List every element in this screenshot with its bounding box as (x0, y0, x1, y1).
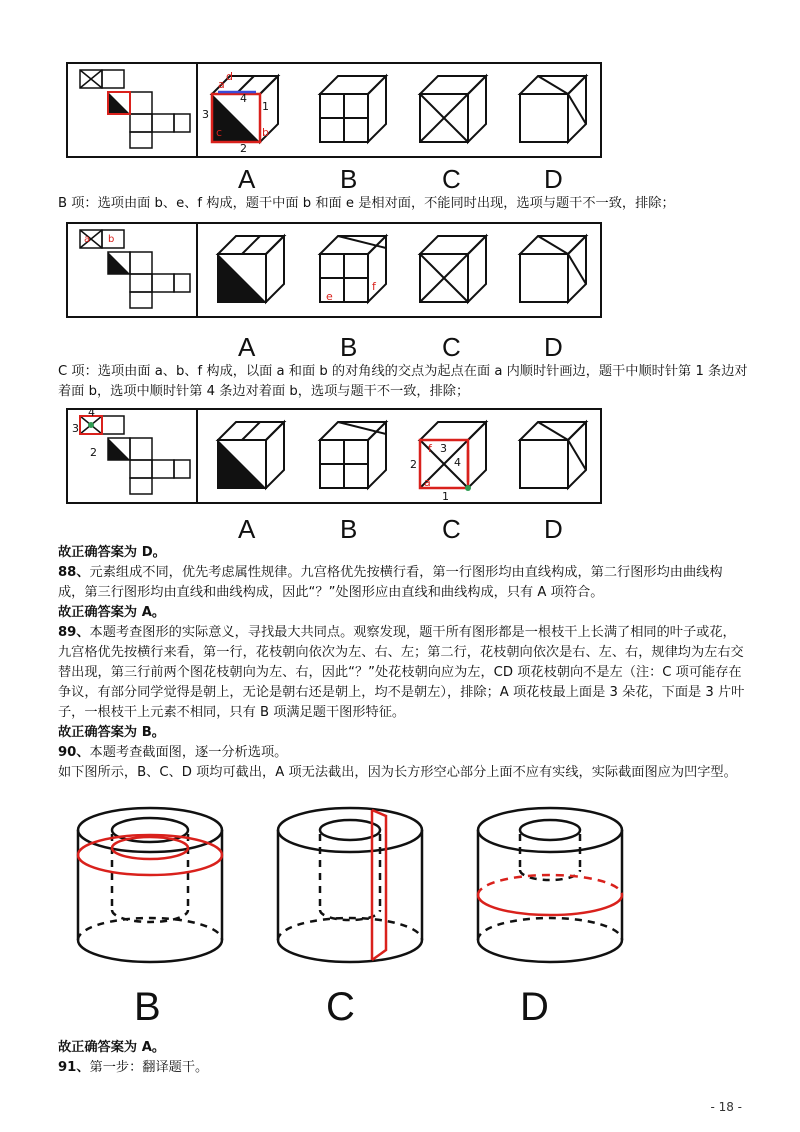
option-c: C (442, 514, 461, 544)
page-number: - 18 - (710, 1100, 742, 1114)
label-1: 1 (442, 490, 449, 503)
question-number: 88、 (58, 565, 90, 580)
option-labels-2 (200, 332, 600, 360)
label-a: a (424, 476, 431, 489)
question-text: 第一步：翻译题干。 (89, 1060, 209, 1075)
option-a: A (238, 164, 256, 194)
option-a: A (238, 332, 256, 362)
option-a: A (238, 514, 256, 544)
answer-90: 故正确答案为 A。 (58, 1040, 166, 1055)
label-4: 4 (240, 92, 247, 105)
figure-3-drawing (68, 410, 604, 506)
label-a: a (84, 234, 91, 245)
label-d: d (226, 70, 233, 83)
option-d: D (544, 332, 563, 362)
question-number: 89、 (58, 625, 90, 640)
figure-option-a-analysis (66, 62, 602, 158)
option-b: B (340, 514, 358, 544)
question-text: 元素组成不同，优先考虑属性规律。九宫格优先按横行看，第一行图形均由直线构成，第二行图形均由曲线构成，第三行图形均由直线和曲线构成，因此“？”处图形应由直线和曲线构成，只有 A 项符合。 (58, 565, 723, 600)
label-f: f (372, 280, 376, 293)
option-b: B (340, 332, 358, 362)
label-3: 3 (202, 108, 209, 121)
label-1: 1 (262, 100, 269, 113)
figure-2-drawing (68, 224, 604, 320)
question-91 (58, 1058, 748, 1078)
label-b: b (108, 234, 115, 245)
question-text: 本题考查图形的实际意义，寻找最大共同点。观察发现，题干所有图形都是一根枝干上长满了相同的叶子或花，九宫格优先按横行来看，第一行，花枝朝向依次为左、右、左；第二行，花枝朝向依次是右、左、右，规律均为左右交替出现，第三行前两个图花枝朝向为左、右，因此“？”处花枝朝向应为左，CD 项花枝朝向不是左（注：C 项可能存在争议，有部分同学觉得是朝上，无论是朝右还是朝上，均不是朝左），排除；A 项花枝最上面是 3 朵花，下面是 3 片叶子，一根枝干上元素不相同，只有 B 项满足题干图形特征。 (58, 625, 745, 720)
cylinder-b (70, 800, 230, 970)
label-c: c (216, 126, 223, 139)
option-d: D (544, 514, 563, 544)
cylinder-d (470, 800, 630, 970)
question-88 (58, 563, 748, 603)
label-2: 2 (240, 142, 247, 155)
label-3: 3 (440, 442, 447, 455)
para-option-b: B 项：选项由面 b、e、f 构成，题干中面 b 和面 e 是相对面，不能同时出现，选项与题干不一致，排除； (58, 196, 675, 211)
figure-option-c-analysis (66, 408, 602, 504)
label-b: b (262, 126, 269, 139)
answer-88: 故正确答案为 A。 (58, 605, 166, 620)
question-90-detail: 如下图所示，B、C、D 项均可截出，A 项无法截出，因为长方形空心部分上面不应有实线，实际截面图应为凹字型。 (58, 765, 737, 780)
option-c: C (442, 164, 461, 194)
option-d: D (544, 164, 563, 194)
question-number: 91、 (58, 1060, 90, 1075)
label-4: 4 (88, 406, 95, 419)
question-text: 本题考查截面图，逐一分析选项。 (89, 745, 288, 760)
label-f: f (428, 442, 432, 455)
label-2: 2 (410, 458, 417, 471)
option-labels-1 (200, 164, 600, 192)
figure-1-drawing (68, 64, 604, 160)
cylinder-label-c: C (326, 985, 355, 1029)
question-90 (58, 743, 748, 763)
figure-option-b-analysis (66, 222, 602, 318)
question-89 (58, 623, 748, 723)
answer-87: 故正确答案为 D。 (58, 545, 166, 560)
label-e: e (326, 290, 333, 303)
label-a: a (218, 78, 225, 91)
cylinder-c (270, 800, 430, 970)
option-c: C (442, 332, 461, 362)
option-b: B (340, 164, 358, 194)
question-number: 90、 (58, 745, 90, 760)
cylinder-label-b: B (134, 985, 161, 1029)
label-4: 4 (454, 456, 461, 469)
option-labels-3 (200, 514, 600, 542)
label-2: 2 (90, 446, 97, 459)
cylinder-label-d: D (520, 985, 549, 1029)
para-option-c: C 项：选项由面 a、b、f 构成，以面 a 和面 b 的对角线的交点为起点在面 a 内顺时针画边，题干中顺时针第 1 条边对着面 b，选项中顺时针第 4 条边对着面 b，选项与题干不一致，排除； (58, 364, 748, 399)
label-3: 3 (72, 422, 79, 435)
answer-89: 故正确答案为 B。 (58, 725, 165, 740)
